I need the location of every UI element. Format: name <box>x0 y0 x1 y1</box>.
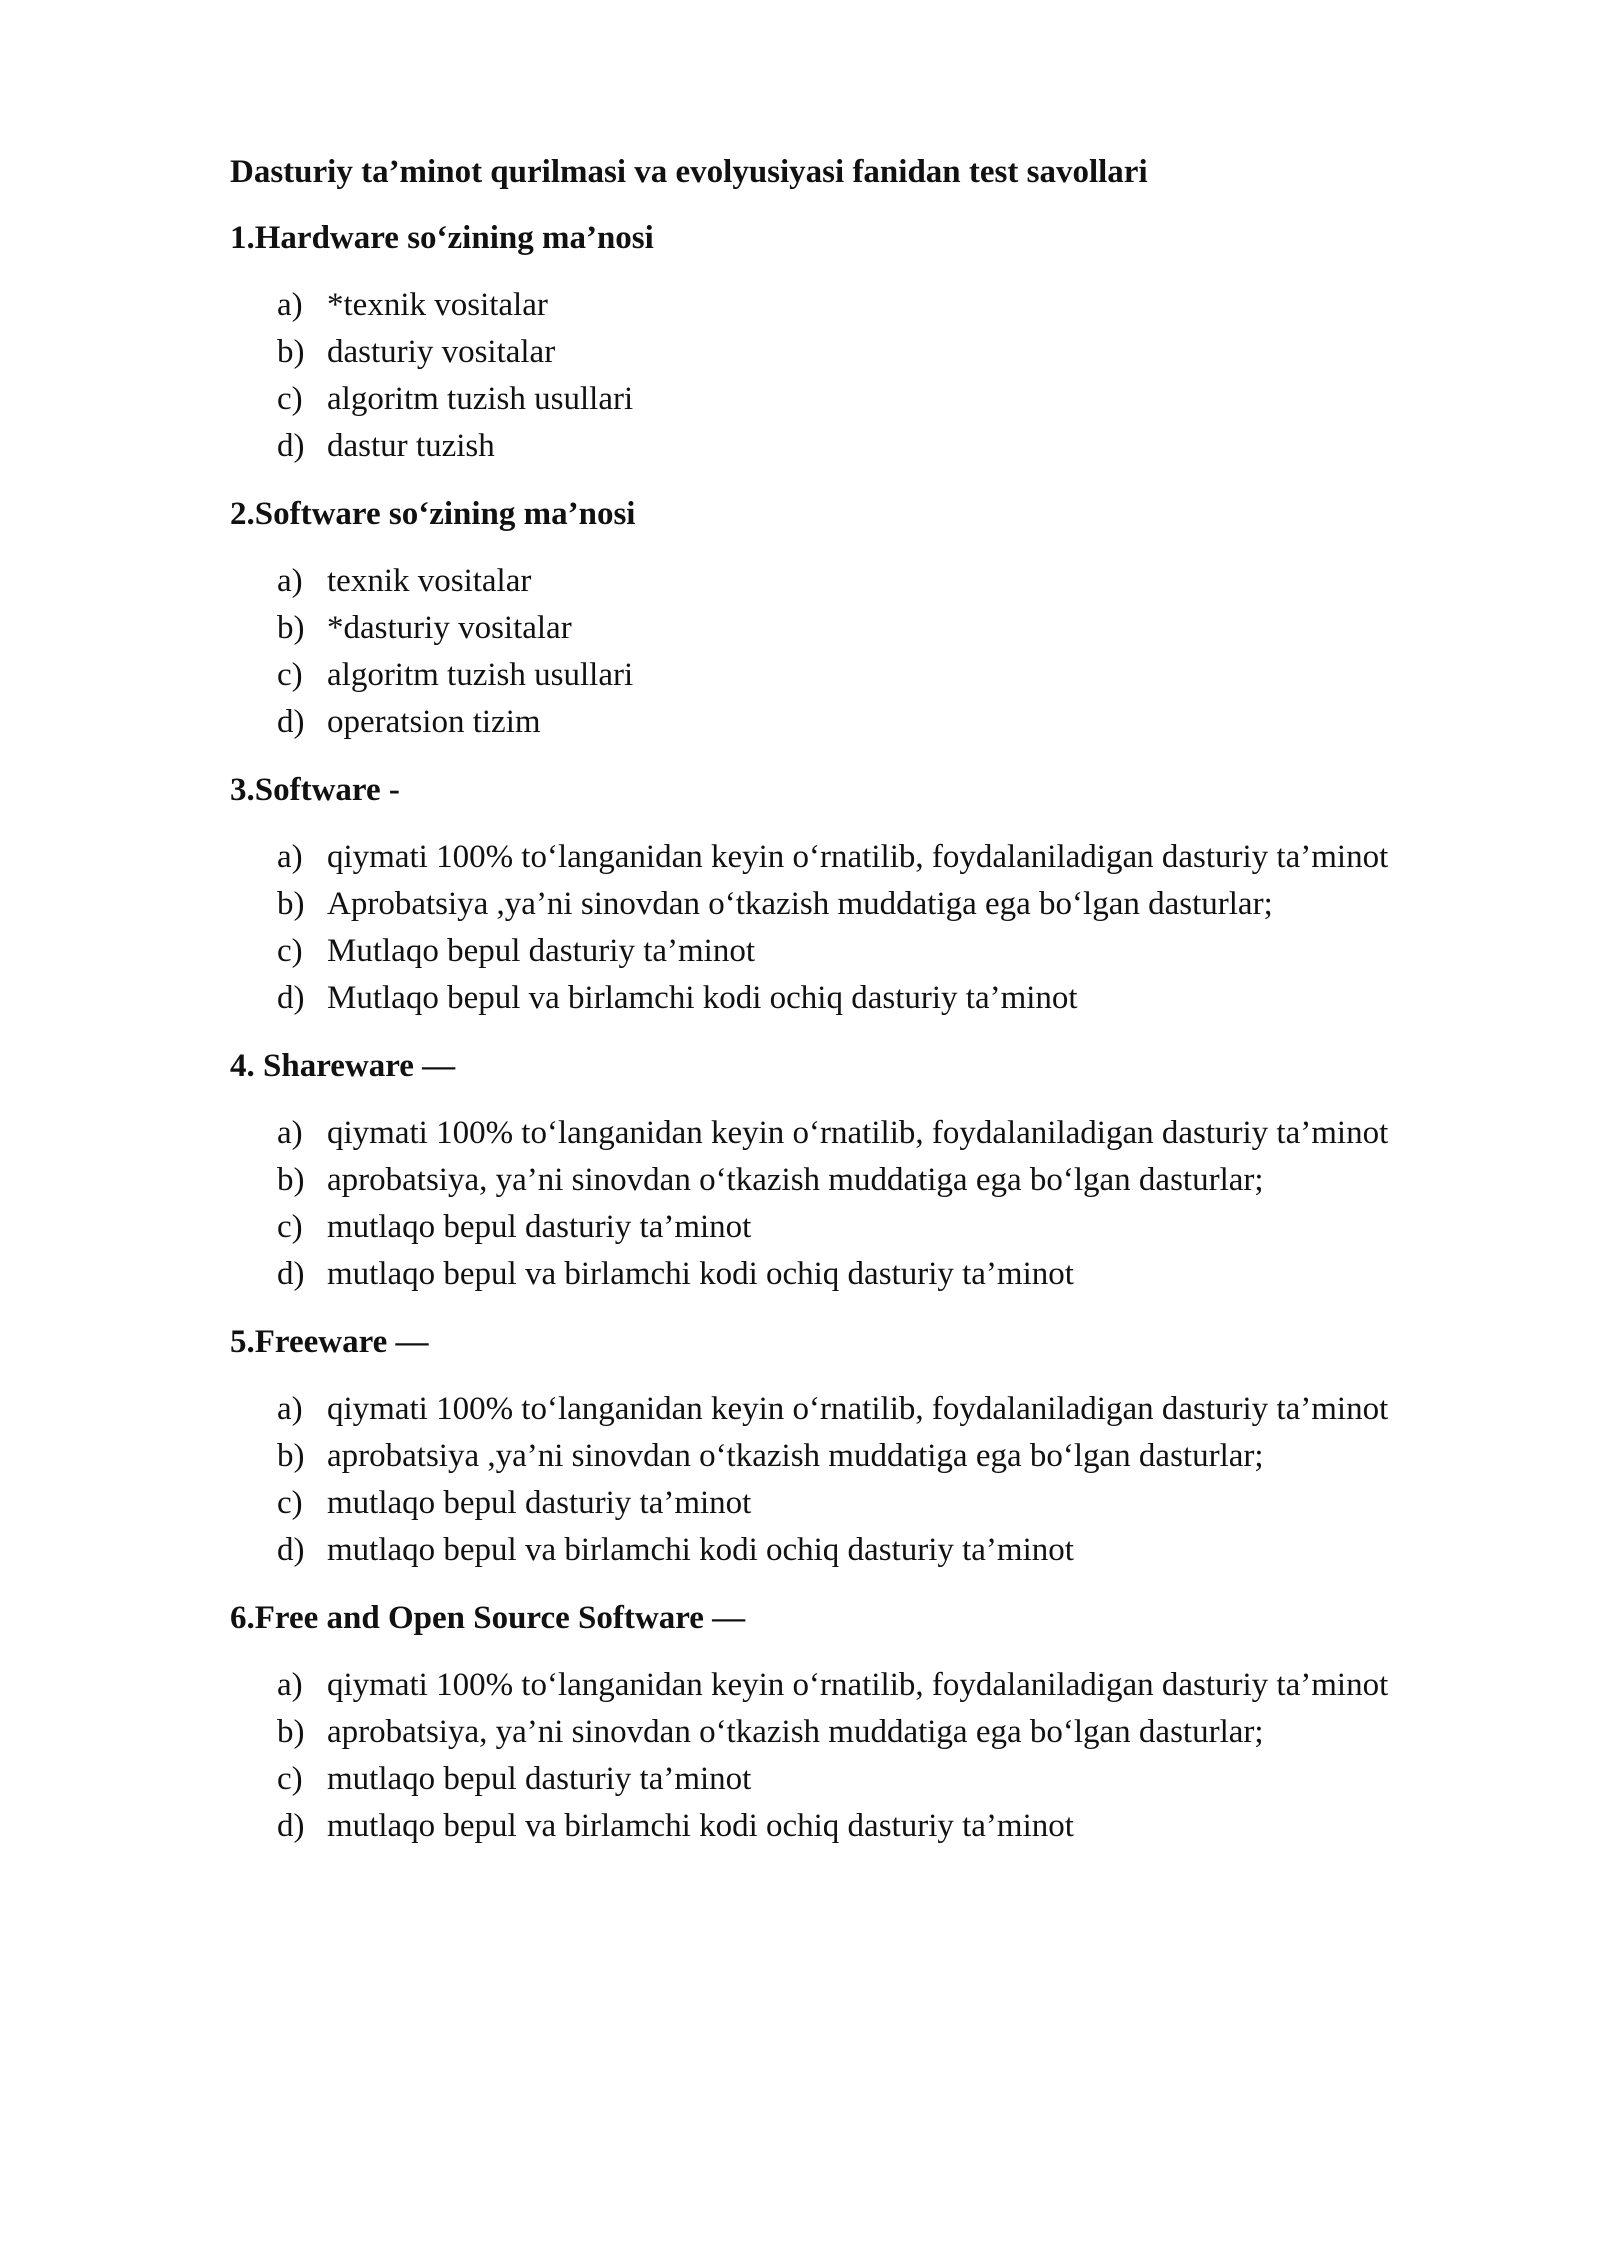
answer-option-a <box>230 1662 1430 1709</box>
answer-option-b <box>230 1433 1430 1480</box>
answer-option-a <box>230 558 1430 605</box>
option-letter: a) <box>277 1115 303 1151</box>
question-6 <box>230 1596 1430 1850</box>
option-letter: a) <box>277 1667 303 1703</box>
question-2 <box>230 492 1430 746</box>
answer-options <box>230 834 1430 1022</box>
answer-option-a <box>230 282 1430 329</box>
option-text: qiymati 100% to‘langanidan keyin o‘rnatilib, foydalaniladigan dasturiy ta’minot <box>327 839 1389 875</box>
answer-option-d <box>230 1803 1430 1850</box>
option-text: operatsion tizim <box>327 704 541 740</box>
question-title: 2.Software so‘zining ma’nosi <box>230 496 636 532</box>
answer-option-c <box>230 928 1430 975</box>
answer-option-a <box>230 1110 1430 1157</box>
answer-option-c <box>230 1756 1430 1803</box>
question-5 <box>230 1320 1430 1574</box>
option-letter: c) <box>277 381 303 417</box>
option-letter: c) <box>277 657 303 693</box>
option-letter: a) <box>277 287 303 323</box>
answer-option-c <box>230 1480 1430 1527</box>
option-letter: b) <box>277 610 305 646</box>
answer-options <box>230 1110 1430 1298</box>
answer-option-d <box>230 1251 1430 1298</box>
answer-option-a <box>230 834 1430 881</box>
option-text: mutlaqo bepul dasturiy ta’minot <box>327 1209 752 1245</box>
option-text: Mutlaqo bepul va birlamchi kodi ochiq dasturiy ta’minot <box>327 980 1078 1016</box>
answer-option-b <box>230 1709 1430 1756</box>
option-text: mutlaqo bepul va birlamchi kodi ochiq dasturiy ta’minot <box>327 1256 1074 1292</box>
answer-options <box>230 1662 1430 1850</box>
option-letter: d) <box>277 1532 305 1568</box>
question-title: 3.Software - <box>230 772 400 808</box>
option-text: mutlaqo bepul va birlamchi kodi ochiq dasturiy ta’minot <box>327 1808 1074 1844</box>
option-text: aprobatsiya, ya’ni sinovdan o‘tkazish muddatiga ega bo‘lgan dasturlar; <box>327 1714 1264 1750</box>
option-text: *texnik vositalar <box>327 287 548 323</box>
question-3 <box>230 768 1430 1022</box>
option-letter: d) <box>277 980 305 1016</box>
answer-option-b <box>230 329 1430 376</box>
option-text: qiymati 100% to‘langanidan keyin o‘rnatilib, foydalaniladigan dasturiy ta’minot <box>327 1115 1389 1151</box>
answer-option-b <box>230 605 1430 652</box>
option-text: Mutlaqo bepul dasturiy ta’minot <box>327 933 756 969</box>
answer-option-b <box>230 881 1430 928</box>
option-letter: c) <box>277 1485 303 1521</box>
option-text: algoritm tuzish usullari <box>327 381 634 417</box>
option-letter: d) <box>277 428 305 464</box>
option-letter: a) <box>277 839 303 875</box>
option-text: aprobatsiya ,ya’ni sinovdan o‘tkazish muddatiga ega bo‘lgan dasturlar; <box>327 1438 1264 1474</box>
option-letter: d) <box>277 1256 305 1292</box>
option-text: mutlaqo bepul va birlamchi kodi ochiq dasturiy ta’minot <box>327 1532 1074 1568</box>
option-text: qiymati 100% to‘langanidan keyin o‘rnatilib, foydalaniladigan dasturiy ta’minot <box>327 1391 1389 1427</box>
option-text: aprobatsiya, ya’ni sinovdan o‘tkazish muddatiga ega bo‘lgan dasturlar; <box>327 1162 1264 1198</box>
option-text: mutlaqo bepul dasturiy ta’minot <box>327 1485 752 1521</box>
option-text: dasturiy vositalar <box>327 334 556 370</box>
option-letter: d) <box>277 704 305 740</box>
option-letter: d) <box>277 1808 305 1844</box>
answer-option-c <box>230 652 1430 699</box>
answer-options <box>230 282 1430 470</box>
document-title: Dasturiy ta’minot qurilmasi va evolyusiyasi fanidan test savollari <box>230 154 1148 190</box>
answer-option-d <box>230 1527 1430 1574</box>
option-letter: b) <box>277 1162 305 1198</box>
question-1 <box>230 216 1430 470</box>
answer-options <box>230 558 1430 746</box>
option-text: *dasturiy vositalar <box>327 610 572 646</box>
question-title: 4. Shareware — <box>230 1048 456 1084</box>
answer-option-d <box>230 975 1430 1022</box>
answer-option-c <box>230 1204 1430 1251</box>
answer-option-a <box>230 1386 1430 1433</box>
option-text: qiymati 100% to‘langanidan keyin o‘rnatilib, foydalaniladigan dasturiy ta’minot <box>327 1667 1389 1703</box>
answer-options <box>230 1386 1430 1574</box>
answer-option-d <box>230 699 1430 746</box>
document-page <box>230 150 1430 1872</box>
option-letter: b) <box>277 1438 305 1474</box>
answer-option-b <box>230 1157 1430 1204</box>
answer-option-c <box>230 376 1430 423</box>
question-title: 1.Hardware so‘zining ma’nosi <box>230 220 654 256</box>
question-4 <box>230 1044 1430 1298</box>
question-title: 6.Free and Open Source Software — <box>230 1600 746 1636</box>
option-letter: a) <box>277 1391 303 1427</box>
option-letter: b) <box>277 1714 305 1750</box>
option-text: mutlaqo bepul dasturiy ta’minot <box>327 1761 752 1797</box>
option-letter: c) <box>277 1761 303 1797</box>
option-letter: c) <box>277 933 303 969</box>
option-text: algoritm tuzish usullari <box>327 657 634 693</box>
option-letter: c) <box>277 1209 303 1245</box>
option-text: dastur tuzish <box>327 428 495 464</box>
option-letter: a) <box>277 563 303 599</box>
option-text: Aprobatsiya ,ya’ni sinovdan o‘tkazish muddatiga ega bo‘lgan dasturlar; <box>327 886 1273 922</box>
option-text: texnik vositalar <box>327 563 532 599</box>
question-title: 5.Freeware — <box>230 1324 429 1360</box>
option-letter: b) <box>277 886 305 922</box>
answer-option-d <box>230 423 1430 470</box>
option-letter: b) <box>277 334 305 370</box>
